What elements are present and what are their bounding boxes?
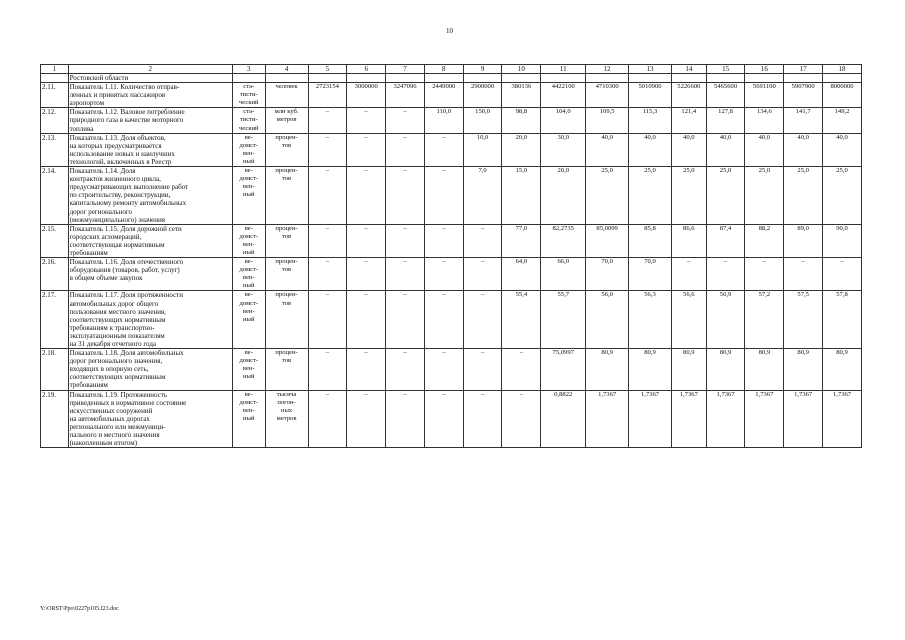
value-cell: 80,9	[706, 349, 745, 390]
value-cell: 3247096	[386, 83, 425, 108]
value-cell: 134,6	[745, 108, 784, 133]
value-cell: –	[347, 390, 386, 448]
value-cell: 2723154	[308, 83, 347, 108]
value-cell: 25,0	[784, 167, 823, 225]
header-cell: 7	[386, 65, 425, 74]
table-row	[41, 224, 862, 257]
value-cell: 5907900	[784, 83, 823, 108]
value-cell: –	[502, 390, 541, 448]
value-cell: 109,5	[586, 108, 629, 133]
value-cell: 110,0	[424, 108, 463, 133]
value-cell: 104,0	[541, 108, 586, 133]
value-cell: –	[347, 349, 386, 390]
value-cell: –	[347, 224, 386, 257]
indicator-name: Показатель 1.12. Валовое потребление природного газа в качестве моторного топлива	[68, 108, 232, 133]
value-cell: –	[745, 258, 784, 291]
value-cell: 2449000	[424, 83, 463, 108]
value-cell: 70,0	[586, 258, 629, 291]
value-cell: 40,0	[706, 133, 745, 166]
value-cell: 70,0	[629, 258, 672, 291]
header-cell: 2	[68, 65, 232, 74]
value-cell: 80,9	[823, 349, 862, 390]
empty-cell	[265, 74, 308, 83]
value-cell: 20,0	[541, 167, 586, 225]
header-cell: 5	[308, 65, 347, 74]
table-row	[41, 108, 862, 133]
value-cell: –	[308, 349, 347, 390]
value-cell: 82,2735	[541, 224, 586, 257]
value-cell: 127,8	[706, 108, 745, 133]
empty-cell	[424, 74, 463, 83]
value-cell: 55,7	[541, 291, 586, 349]
value-cell: 2900000	[463, 83, 502, 108]
header-cell: 17	[784, 65, 823, 74]
empty-cell	[541, 74, 586, 83]
empty-cell	[308, 74, 347, 83]
value-cell: –	[308, 258, 347, 291]
value-cell: 1,7367	[706, 390, 745, 448]
carry-over-row	[41, 74, 862, 83]
table-row	[41, 258, 862, 291]
value-cell: –	[386, 167, 425, 225]
indicator-name: Показатель 1.14. Доля контрактов жизненного цикла, предусматривающих выполнение работ по строительству, реконструкции, капитальному ремонту автомобильных дорог регионального (межмуниципального) значения	[68, 167, 232, 225]
value-cell: 25,0	[745, 167, 784, 225]
value-cell: –	[424, 167, 463, 225]
header-cell: 15	[706, 65, 745, 74]
indicators-table	[40, 64, 862, 448]
value-cell: –	[386, 390, 425, 448]
row-number: 2.15.	[41, 224, 69, 257]
value-cell: 98,8	[502, 108, 541, 133]
value-cell: 66,0	[541, 258, 586, 291]
value-cell: 149,2	[823, 108, 862, 133]
indicator-name: Показатель 1.15. Доля дорожной сети городских агломераций, соответствующая нормативным требованиям	[68, 224, 232, 257]
value-cell: 30,0	[541, 133, 586, 166]
value-cell: 80,9	[629, 349, 672, 390]
value-cell: –	[463, 224, 502, 257]
data-source: ве- домст- вен- ный	[232, 390, 265, 448]
value-cell: 115,3	[629, 108, 672, 133]
indicator-name: Показатель 1.13. Доля объектов, на которых предусматривается использование новых и наилучших технологий, включенных в Реестр	[68, 133, 232, 166]
empty-cell	[347, 74, 386, 83]
value-cell: 56,6	[671, 291, 706, 349]
value-cell: 86,6	[671, 224, 706, 257]
header-cell: 16	[745, 65, 784, 74]
value-cell: –	[386, 133, 425, 166]
value-cell: 40,0	[586, 133, 629, 166]
header-cell: 6	[347, 65, 386, 74]
unit-of-measure: процен- тов	[265, 167, 308, 225]
value-cell: –	[671, 258, 706, 291]
data-source: ста- тисти- ческий	[232, 108, 265, 133]
empty-cell	[232, 74, 265, 83]
value-cell: –	[784, 258, 823, 291]
value-cell: 25,0	[671, 167, 706, 225]
data-source: ве- домст- вен- ный	[232, 133, 265, 166]
value-cell: 90,0	[823, 224, 862, 257]
value-cell: 25,0	[823, 167, 862, 225]
value-cell: 56,9	[706, 291, 745, 349]
value-cell: 25,0	[706, 167, 745, 225]
value-cell: 80,9	[586, 349, 629, 390]
value-cell: –	[347, 291, 386, 349]
indicator-name: Показатель 1.11. Количество отправ- ленных и принятых пассажиров аэропортом	[68, 83, 232, 108]
header-cell: 3	[232, 65, 265, 74]
value-cell: –	[308, 167, 347, 225]
value-cell: 150,0	[463, 108, 502, 133]
table-row	[41, 291, 862, 349]
value-cell: 141,7	[784, 108, 823, 133]
value-cell: 87,4	[706, 224, 745, 257]
value-cell: 7,0	[463, 167, 502, 225]
header-cell: 9	[463, 65, 502, 74]
value-cell: –	[308, 133, 347, 166]
empty-cell	[706, 74, 745, 83]
value-cell: 1,7367	[671, 390, 706, 448]
value-cell: 40,0	[745, 133, 784, 166]
value-cell: 40,0	[629, 133, 672, 166]
value-cell: –	[308, 224, 347, 257]
value-cell: 56,0	[586, 291, 629, 349]
value-cell: 40,0	[784, 133, 823, 166]
value-cell: 1,7367	[586, 390, 629, 448]
header-cell: 8	[424, 65, 463, 74]
value-cell: –	[386, 258, 425, 291]
value-cell: 0,8822	[541, 390, 586, 448]
value-cell: –	[308, 108, 347, 133]
data-source: ве- домст- вен- ный	[232, 224, 265, 257]
data-source: ве- домст- вен- ный	[232, 167, 265, 225]
unit-of-measure: процен- тов	[265, 349, 308, 390]
value-cell: 4710300	[586, 83, 629, 108]
header-cell: 18	[823, 65, 862, 74]
carry-over-text: Ростовской области	[68, 74, 232, 83]
data-source: ста- тисти- ческий	[232, 83, 265, 108]
indicator-name: Показатель 1.17. Доля протяженности автомобильных дорог общего пользования местного значения, соответствующих нормативным требованиям к транспортно- эксплуатационным показателям на 31 декабря отчетного года	[68, 291, 232, 349]
value-cell: –	[463, 390, 502, 448]
table-row	[41, 390, 862, 448]
row-number: 2.11.	[41, 83, 69, 108]
value-cell: –	[386, 108, 425, 133]
value-cell: 80,9	[784, 349, 823, 390]
empty-cell	[463, 74, 502, 83]
unit-of-measure: человек	[265, 83, 308, 108]
value-cell: 40,0	[671, 133, 706, 166]
indicator-name: Показатель 1.18. Доля автомобильных дорог регионального значения, входящих в опорную сеть, соответствующих нормативным требованиям	[68, 349, 232, 390]
value-cell: –	[424, 390, 463, 448]
table-row	[41, 133, 862, 166]
empty-cell	[784, 74, 823, 83]
header-cell: 14	[671, 65, 706, 74]
value-cell: –	[308, 390, 347, 448]
unit-of-measure: процен- тов	[265, 291, 308, 349]
value-cell: 25,0	[586, 167, 629, 225]
row-number: 2.18.	[41, 349, 69, 390]
value-cell: –	[424, 291, 463, 349]
value-cell: 64,0	[502, 258, 541, 291]
empty-cell	[586, 74, 629, 83]
value-cell: 57,2	[745, 291, 784, 349]
table-row	[41, 349, 862, 390]
value-cell: 1,7367	[745, 390, 784, 448]
value-cell: –	[424, 258, 463, 291]
value-cell: –	[347, 108, 386, 133]
value-cell: –	[424, 224, 463, 257]
value-cell: 85,0099	[586, 224, 629, 257]
value-cell: 56,3	[629, 291, 672, 349]
value-cell: –	[706, 258, 745, 291]
value-cell: 40,0	[823, 133, 862, 166]
empty-cell	[745, 74, 784, 83]
header-cell: 1	[41, 65, 69, 74]
value-cell: 5010900	[629, 83, 672, 108]
value-cell: 80,9	[745, 349, 784, 390]
value-cell: –	[463, 291, 502, 349]
value-cell: 380136	[502, 83, 541, 108]
value-cell: 121,4	[671, 108, 706, 133]
row-number: 2.12.	[41, 108, 69, 133]
empty-cell	[671, 74, 706, 83]
value-cell: 1,7367	[823, 390, 862, 448]
value-cell: 57,5	[784, 291, 823, 349]
empty-cell	[823, 74, 862, 83]
value-cell: –	[424, 349, 463, 390]
header-cell: 10	[502, 65, 541, 74]
value-cell: 57,8	[823, 291, 862, 349]
table-row	[41, 83, 862, 108]
value-cell: –	[463, 349, 502, 390]
header-cell: 12	[586, 65, 629, 74]
header-cell: 13	[629, 65, 672, 74]
value-cell: 4422100	[541, 83, 586, 108]
indicator-name: Показатель 1.16. Доля отечественного оборудования (товаров, работ, услуг) в общем объеме закупок	[68, 258, 232, 291]
row-number: 2.14.	[41, 167, 69, 225]
unit-of-measure: процен- тов	[265, 224, 308, 257]
value-cell: –	[463, 258, 502, 291]
data-source: ве- домст- вен- ный	[232, 349, 265, 390]
empty-cell	[41, 74, 69, 83]
value-cell: –	[347, 258, 386, 291]
empty-cell	[386, 74, 425, 83]
value-cell: –	[823, 258, 862, 291]
row-number: 2.13.	[41, 133, 69, 166]
header-cell: 4	[265, 65, 308, 74]
value-cell: –	[386, 224, 425, 257]
value-cell: 75,0997	[541, 349, 586, 390]
table-row	[41, 167, 862, 225]
value-cell: 1,7367	[629, 390, 672, 448]
value-cell: 88,2	[745, 224, 784, 257]
value-cell: 5226600	[671, 83, 706, 108]
unit-of-measure: млн куб. метров	[265, 108, 308, 133]
unit-of-measure: процен- тов	[265, 133, 308, 166]
value-cell: 55,4	[502, 291, 541, 349]
value-cell: 20,0	[502, 133, 541, 166]
footer-file-path: Y:\ORST\Ppo\0227p105.f23.doc	[40, 606, 119, 612]
header-cell: 11	[541, 65, 586, 74]
value-cell: 8000000	[823, 83, 862, 108]
page-number: 10	[446, 27, 453, 35]
value-cell: 15,0	[502, 167, 541, 225]
value-cell: –	[308, 291, 347, 349]
data-source: ве- домст- вен- ный	[232, 291, 265, 349]
unit-of-measure: тысяча погон- ных метров	[265, 390, 308, 448]
value-cell: 77,0	[502, 224, 541, 257]
empty-cell	[502, 74, 541, 83]
value-cell: –	[347, 167, 386, 225]
value-cell: –	[386, 291, 425, 349]
value-cell: 3000000	[347, 83, 386, 108]
value-cell: 10,0	[463, 133, 502, 166]
unit-of-measure: процен- тов	[265, 258, 308, 291]
data-source: ве- домст- вен- ный	[232, 258, 265, 291]
value-cell: 85,8	[629, 224, 672, 257]
value-cell: –	[502, 349, 541, 390]
row-number: 2.16.	[41, 258, 69, 291]
row-number: 2.17.	[41, 291, 69, 349]
header-row	[41, 65, 862, 74]
value-cell: 5465600	[706, 83, 745, 108]
row-number: 2.19.	[41, 390, 69, 448]
table-body	[41, 65, 862, 448]
value-cell: 1,7367	[784, 390, 823, 448]
value-cell: 80,9	[671, 349, 706, 390]
value-cell: 89,0	[784, 224, 823, 257]
value-cell: –	[424, 133, 463, 166]
indicator-name: Показатель 1.19. Протяженность приведенных в нормативное состояние искусственных сооружений на автомобильных дорогах регионального или межмуници- пального и местного значения (накопленным итогом)	[68, 390, 232, 448]
value-cell: 5691100	[745, 83, 784, 108]
value-cell: 25,0	[629, 167, 672, 225]
value-cell: –	[386, 349, 425, 390]
value-cell: –	[347, 133, 386, 166]
empty-cell	[629, 74, 672, 83]
